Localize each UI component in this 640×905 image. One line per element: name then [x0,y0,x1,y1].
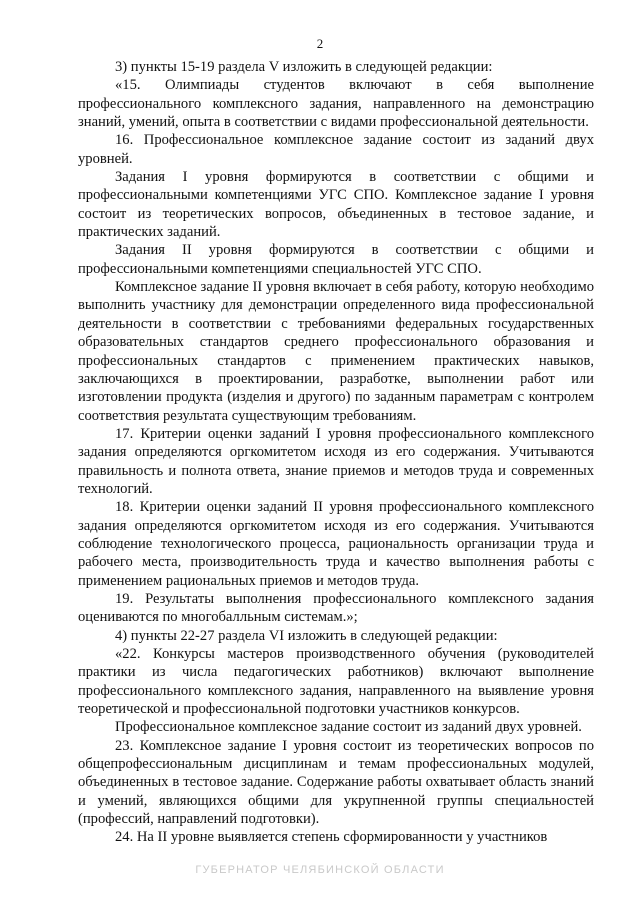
paragraph: 18. Критерии оценки заданий II уровня профессионального комплексного задания определяются оргкомитетом исходя из его содержания. Учитываются соблюдение технологического процесса, рациональность организации труда и рабочего места, производительность труда и качество выполнения работы с применением рациональных приемов и методов труда. [78,499,594,589]
document-body [78,58,594,847]
paragraph: 17. Критерии оценки заданий I уровня профессионального комплексного задания определяются оргкомитетом исходя из его содержания. Учитываются правильность и полнота ответа, знание приемов и методов труда и современных технологий. [78,425,594,497]
paragraph: 16. Профессиональное комплексное задание состоит из заданий двух уровней. [78,132,594,167]
page-number: 2 [316,36,324,51]
paragraph: 24. На II уровне выявляется степень сформированности у участников [115,829,548,846]
paragraph: 23. Комплексное задание I уровня состоит из теоретических вопросов по общепрофессиональным дисциплинам и темам профессиональных модулей, объединенных в тестовое задание. Содержание работы охватывает область знаний и умений, являющихся общими для укрупненной группы специальностей (профессий, направлений подготовки). [78,737,594,828]
paragraph: 19. Результаты выполнения профессионального комплексного задания оцениваются по многобалльным системам.»; [78,590,594,626]
paragraph: Комплексное задание II уровня включает в себя работу, которую необходимо выполнить участнику для демонстрации определенного вида профессиональной деятельности в соответствии с требованиями федеральных государственных образовательных стандартов среднего профессионального образования и профессиональных стандартов с применением практических навыков, заключающихся в проектировании, разработке, выполнении работ или изготовлении продукта (изделия и другого) по заданным параметрам с контролем соответствия результата существующим требованиям. [78,279,594,424]
footer-watermark: ГУБЕРНАТОР ЧЕЛЯБИНСКОЙ ОБЛАСТИ [195,864,445,876]
paragraph: 3) пункты 15-19 раздела V изложить в следующей редакции: [115,59,493,75]
paragraph: «15. Олимпиады студентов включают в себя выполнение профессионального комплексного задания, направленного на демонстрацию знаний, умений, опыта в соответствии с видами профессиональной деятельности. [78,77,594,131]
paragraph: Профессиональное комплексное задание состоит из заданий двух уровней. [115,719,582,736]
paragraph: 4) пункты 22-27 раздела VI изложить в следующей редакции: [115,627,498,644]
paragraph: «22. Конкурсы мастеров производственного обучения (руководителей практики из числа педагогических работников) включают выполнение профессионального комплексного задания, направленного на выявление уровня теоретической и профессиональной подготовки участников конкурсов. [78,646,594,718]
paragraph: Задания I уровня формируются в соответствии с общими и профессиональными компетенциями УГС СПО. Комплексное задание I уровня состоит из теоретических вопросов, объединенных в тестовое задание, и практических заданий. [78,169,594,241]
paragraph: Задания II уровня формируются в соответствии с общими и профессиональными компетенциями специальностей УГС СПО. [78,242,594,277]
